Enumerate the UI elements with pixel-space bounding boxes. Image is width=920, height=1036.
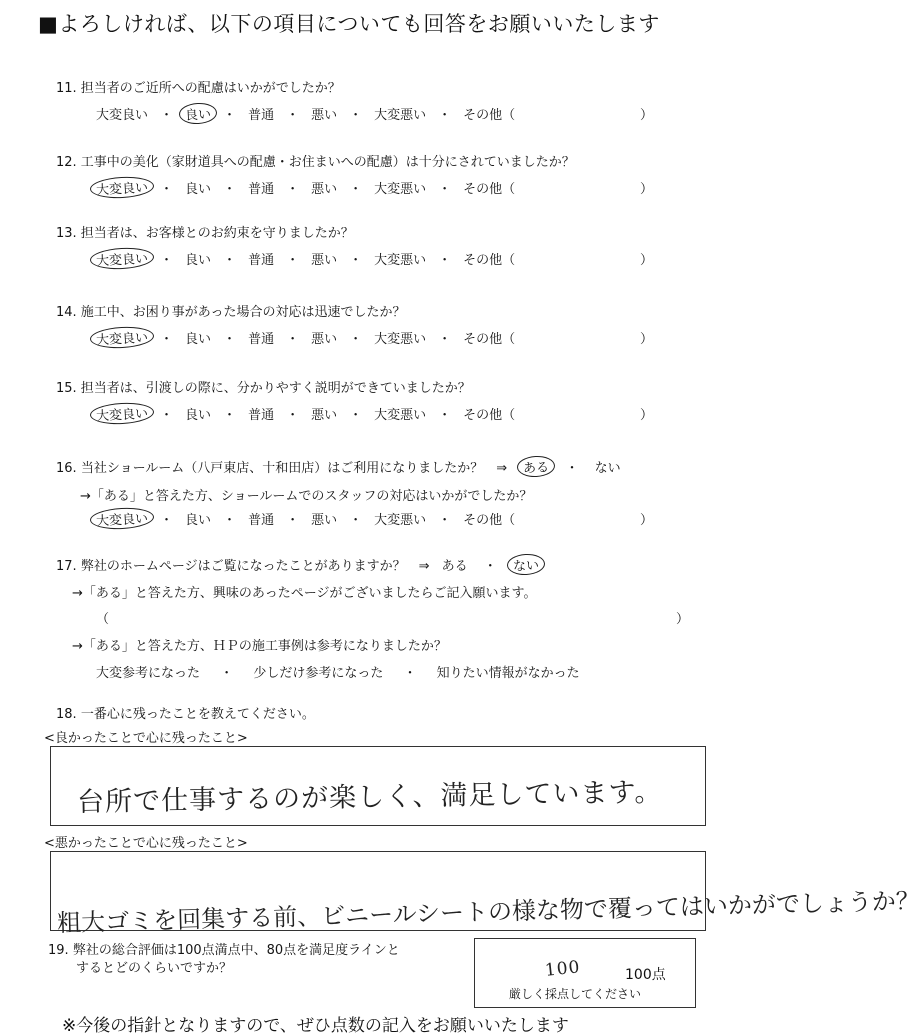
rating-option[interactable]: 大変悪い [374, 182, 427, 197]
close-paren: ） [640, 253, 654, 268]
separator: ・ [220, 666, 234, 681]
separator: ・ [438, 182, 452, 197]
rating-option[interactable]: 良い [185, 408, 212, 423]
separator: ・ [403, 666, 417, 681]
rating-option[interactable]: その他（ [463, 182, 516, 197]
close-paren: ） [640, 513, 654, 528]
rating-option[interactable]: 悪い [311, 182, 338, 197]
rating-option[interactable]: その他（ [463, 513, 516, 528]
rating-option[interactable]: 良い [185, 182, 212, 197]
question-19 [48, 939, 400, 958]
question-16 [56, 457, 621, 476]
score-box[interactable] [474, 938, 696, 1008]
rating-option[interactable]: 悪い [311, 108, 338, 123]
separator: ・ [286, 253, 300, 268]
separator: ・ [349, 513, 363, 528]
score-suffix: 100点 [625, 967, 666, 983]
rating-options-row [96, 178, 515, 197]
separator: ・ [438, 253, 452, 268]
rating-option-circled[interactable]: 大変良い [89, 175, 154, 199]
question-number: 12. [56, 155, 77, 170]
rating-options-row [96, 328, 515, 347]
option-very-helpful[interactable]: 大変参考になった [96, 666, 201, 681]
close-paren: ） [640, 108, 654, 123]
question-number: 17. [56, 559, 77, 574]
separator: ・ [286, 108, 300, 123]
separator: ・ [223, 182, 237, 197]
rating-option[interactable]: 大変悪い [374, 513, 427, 528]
rating-option[interactable]: 普通 [248, 332, 275, 347]
separator: ・ [349, 182, 363, 197]
rating-option[interactable]: 良い [185, 253, 212, 268]
page-title: ■よろしければ、以下の項目についても回答をお願いいたします [38, 12, 660, 36]
rating-option[interactable]: 悪い [311, 253, 338, 268]
separator: ・ [349, 332, 363, 347]
question-15 [56, 377, 471, 396]
question-text: 施工中、お困り事があった場合の対応は迅速でしたか？ [80, 305, 406, 320]
question-17-hp-options [96, 662, 580, 681]
good-memory-label: <良かったことで心に残ったこと> [44, 731, 248, 746]
separator: ・ [160, 253, 174, 268]
question-text: 当社ショールーム（八戸東店、十和田店）はご利用になりましたか？ ⇒ [80, 461, 508, 476]
answer-yes[interactable]: ある [441, 559, 468, 574]
separator: ・ [349, 108, 363, 123]
question-14 [56, 301, 406, 320]
answer-yes-circled[interactable]: ある [517, 455, 556, 478]
good-memory-box[interactable] [50, 746, 706, 826]
question-number: 19. [48, 943, 69, 958]
separator: ・ [160, 513, 174, 528]
separator: ・ [223, 332, 237, 347]
rating-option-circled[interactable]: 大変良い [89, 506, 154, 530]
rating-option[interactable]: その他（ [463, 253, 516, 268]
score-handwriting: 100 [544, 957, 582, 981]
score-note: 厳しく採点してください [509, 987, 642, 1001]
rating-option[interactable]: 大変悪い [374, 253, 427, 268]
question-text: 担当者のご近所への配慮はいかがでしたか？ [80, 81, 341, 96]
answer-no-circled[interactable]: ない [506, 553, 545, 576]
rating-option[interactable]: 普通 [248, 108, 275, 123]
option-no-info[interactable]: 知りたい情報がなかった [436, 666, 580, 681]
separator: ・ [160, 108, 174, 123]
rating-option[interactable]: 普通 [248, 408, 275, 423]
rating-option[interactable]: その他（ [463, 108, 516, 123]
separator: ・ [565, 461, 579, 476]
separator: ・ [438, 332, 452, 347]
rating-option[interactable]: 大変悪い [374, 108, 427, 123]
separator: ・ [286, 332, 300, 347]
question-text: 一番心に残ったことを教えてください。 [80, 707, 315, 722]
question-number: 14. [56, 305, 77, 320]
question-16-followup: →「ある」と答えた方、ショールームでのスタッフの対応はいかがでしたか？ [80, 489, 533, 504]
rating-option[interactable]: 大変悪い [374, 408, 427, 423]
rating-option[interactable]: 大変良い [96, 108, 149, 123]
rating-option-circled[interactable]: 良い [179, 102, 218, 125]
question-17-followup-2: →「ある」と答えた方、ＨＰの施工事例は参考になりましたか？ [72, 639, 447, 654]
open-paren: （ [96, 612, 110, 627]
close-paren: ） [640, 182, 654, 197]
question-text: 弊社のホームページはご覧になったことがありますか？ ⇒ [80, 559, 430, 574]
rating-option[interactable]: その他（ [463, 408, 516, 423]
question-number: 16. [56, 461, 77, 476]
question-text: 担当者は、引渡しの際に、分かりやすく説明ができていましたか？ [80, 381, 471, 396]
question-17-followup-1: →「ある」と答えた方、興味のあったページがございましたらご記入願います。 [72, 586, 537, 601]
separator: ・ [349, 408, 363, 423]
question-number: 11. [56, 81, 77, 96]
question-number: 18. [56, 707, 77, 722]
rating-option[interactable]: 悪い [311, 513, 338, 528]
option-slightly-helpful[interactable]: 少しだけ参考になった [253, 666, 384, 681]
bad-memory-handwriting: 粗大ゴミを回集する前、ビニールシートの様な物で覆ってはいかがでしょうか？ [56, 886, 920, 938]
rating-option[interactable]: 良い [185, 513, 212, 528]
rating-option[interactable]: 大変悪い [374, 332, 427, 347]
question-number: 13. [56, 226, 77, 241]
rating-options-row [96, 404, 515, 423]
separator: ・ [349, 253, 363, 268]
close-paren: ） [676, 612, 690, 627]
separator: ・ [160, 182, 174, 197]
bad-memory-box[interactable] [50, 851, 920, 938]
separator: ・ [160, 332, 174, 347]
separator: ・ [223, 253, 237, 268]
question-text-line1: 弊社の総合評価は100点満点中、80点を満足度ラインと [72, 943, 400, 958]
separator: ・ [286, 408, 300, 423]
separator: ・ [286, 513, 300, 528]
rating-option[interactable]: 普通 [248, 182, 275, 197]
separator: ・ [286, 182, 300, 197]
separator: ・ [438, 108, 452, 123]
question-13 [56, 222, 354, 241]
rating-option-circled[interactable]: 大変良い [89, 246, 154, 270]
good-memory-handwriting: 台所で仕事するのが楽しく、満足しています。 [76, 776, 663, 819]
close-paren: ） [640, 408, 654, 423]
question-12 [56, 151, 575, 170]
rating-option[interactable]: その他（ [463, 332, 516, 347]
question-18 [56, 703, 315, 722]
rating-option[interactable]: 悪い [311, 408, 338, 423]
question-16-options [96, 509, 515, 528]
rating-options-row [96, 104, 515, 123]
separator: ・ [438, 513, 452, 528]
question-number: 15. [56, 381, 77, 396]
question-11 [56, 77, 341, 96]
question-17 [56, 555, 539, 574]
footer-note: ※今後の指針となりますので、ぜひ点数の記入をお願いいたします [62, 1016, 569, 1036]
rating-option-circled[interactable]: 大変良い [89, 325, 154, 349]
rating-option[interactable]: 良い [185, 332, 212, 347]
rating-option[interactable]: 悪い [311, 332, 338, 347]
question-19-line2: するとどのくらいですか？ [76, 961, 233, 976]
separator: ・ [223, 513, 237, 528]
close-paren: ） [640, 332, 654, 347]
separator: ・ [483, 559, 497, 574]
rating-option-circled[interactable]: 大変良い [89, 401, 154, 425]
separator: ・ [160, 408, 174, 423]
answer-no[interactable]: ない [594, 461, 621, 476]
rating-option[interactable]: 普通 [248, 253, 275, 268]
question-text: 担当者は、お客様とのお約束を守りましたか？ [80, 226, 354, 241]
separator: ・ [223, 108, 237, 123]
rating-option[interactable]: 普通 [248, 513, 275, 528]
bad-memory-label: <悪かったことで心に残ったこと> [44, 836, 248, 851]
separator: ・ [223, 408, 237, 423]
separator: ・ [438, 408, 452, 423]
question-text: 工事中の美化（家財道具への配慮・お住まいへの配慮）は十分にされていましたか？ [80, 155, 575, 170]
rating-options-row [96, 249, 515, 268]
